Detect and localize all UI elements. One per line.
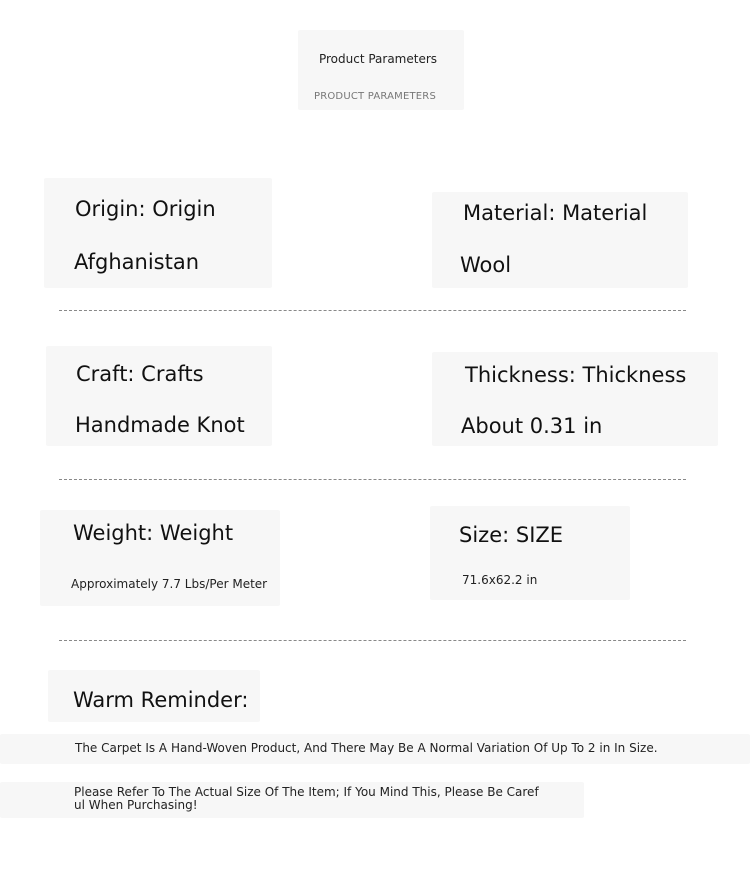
weight-label: Weight: Weight xyxy=(73,521,234,545)
reminder-title: Warm Reminder: xyxy=(73,688,249,712)
page-title: Product Parameters xyxy=(318,52,438,66)
reminder-line-1: The Carpet Is A Hand-Woven Product, And There May Be A Normal Variation Of Up To 2 in In Size. xyxy=(75,741,658,755)
divider-1 xyxy=(59,310,686,311)
divider-3 xyxy=(59,640,686,641)
weight-value: Approximately 7.7 Lbs/Per Meter xyxy=(71,577,268,591)
reminder-line-2a: Please Refer To The Actual Size Of The Item; If You Mind This, Please Be Caref xyxy=(74,785,539,799)
size-value: 71.6x62.2 in xyxy=(462,573,538,587)
origin-label: Origin: Origin xyxy=(75,197,216,221)
origin-value: Afghanistan xyxy=(74,250,200,274)
thickness-value: About 0.31 in xyxy=(461,414,603,438)
craft-label: Craft: Crafts xyxy=(76,362,204,386)
reminder-line-2b: ul When Purchasing! xyxy=(74,798,198,812)
page-subtitle: PRODUCT PARAMETERS xyxy=(313,91,437,102)
divider-2 xyxy=(59,479,686,480)
thickness-label: Thickness: Thickness xyxy=(465,363,687,387)
size-label: Size: SIZE xyxy=(459,523,564,547)
material-value: Wool xyxy=(460,253,512,277)
craft-value: Handmade Knot xyxy=(75,413,245,437)
material-label: Material: Material xyxy=(463,201,648,225)
